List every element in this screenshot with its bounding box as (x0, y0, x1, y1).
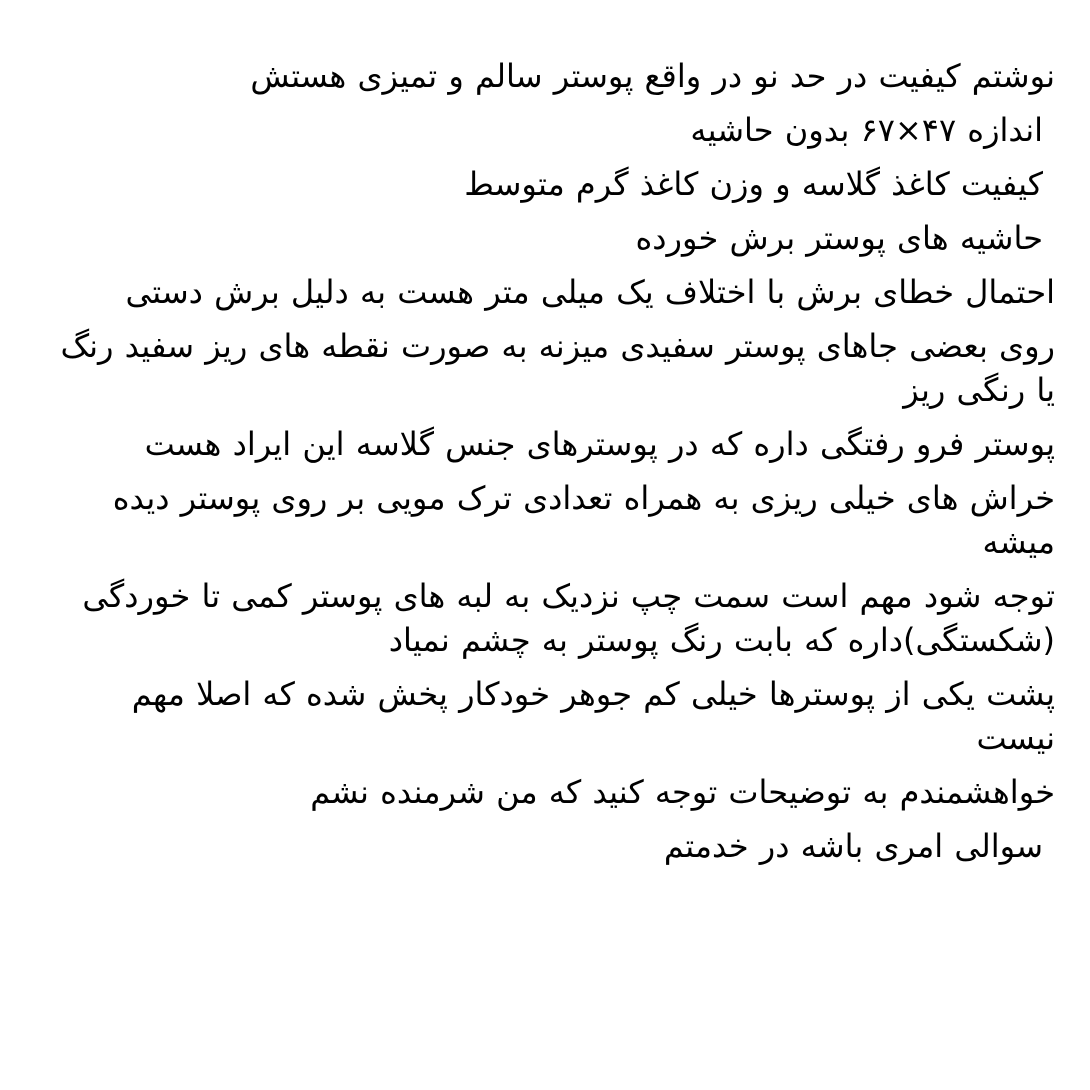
note-condition: نوشتم کیفیت در حد نو در واقع پوستر سالم و تمیزی هستش (250, 57, 1055, 95)
note-paper-quality: کیفیت کاغذ گلاسه و وزن کاغذ گرم متوسط (464, 165, 1043, 203)
note-trimmed-edges: حاشیه های پوستر برش خورده (635, 219, 1043, 257)
note-questions: سوالی امری باشه در خدمتم (663, 827, 1043, 865)
note-dents: پوستر فرو رفتگی داره که در پوسترهای جنس گلاسه این ایراد هست (144, 425, 1055, 463)
note-size: اندازه ۴۷×۶۷ بدون حاشیه (690, 111, 1043, 149)
note-cutting-error: احتمال خطای برش با اختلاف یک میلی متر هست به دلیل برش دستی (125, 273, 1055, 311)
note-please-read: خواهشمندم به توضیحات توجه کنید که من شرمنده نشم (310, 773, 1055, 811)
note-scratches: خراش های خیلی ریزی به همراه تعدادی ترک مویی بر روی پوستر دیده میشه (112, 479, 1055, 561)
product-notes (45, 54, 1055, 878)
note-ink-on-back: پشت یکی از پوسترها خیلی کم جوهر خودکار پخش شده که اصلا مهم نیست (131, 675, 1055, 757)
note-white-spots: روی بعضی جاهای پوستر سفیدی میزنه به صورت نقطه های ریز سفید رنگ یا رنگی ریز (60, 327, 1055, 409)
note-left-side-crease: توجه شود مهم است سمت چپ نزدیک به لبه های پوستر کمی تا خوردگی (شکستگی)داره که بابت رنگ پوستر به چشم نمیاد (82, 577, 1055, 659)
